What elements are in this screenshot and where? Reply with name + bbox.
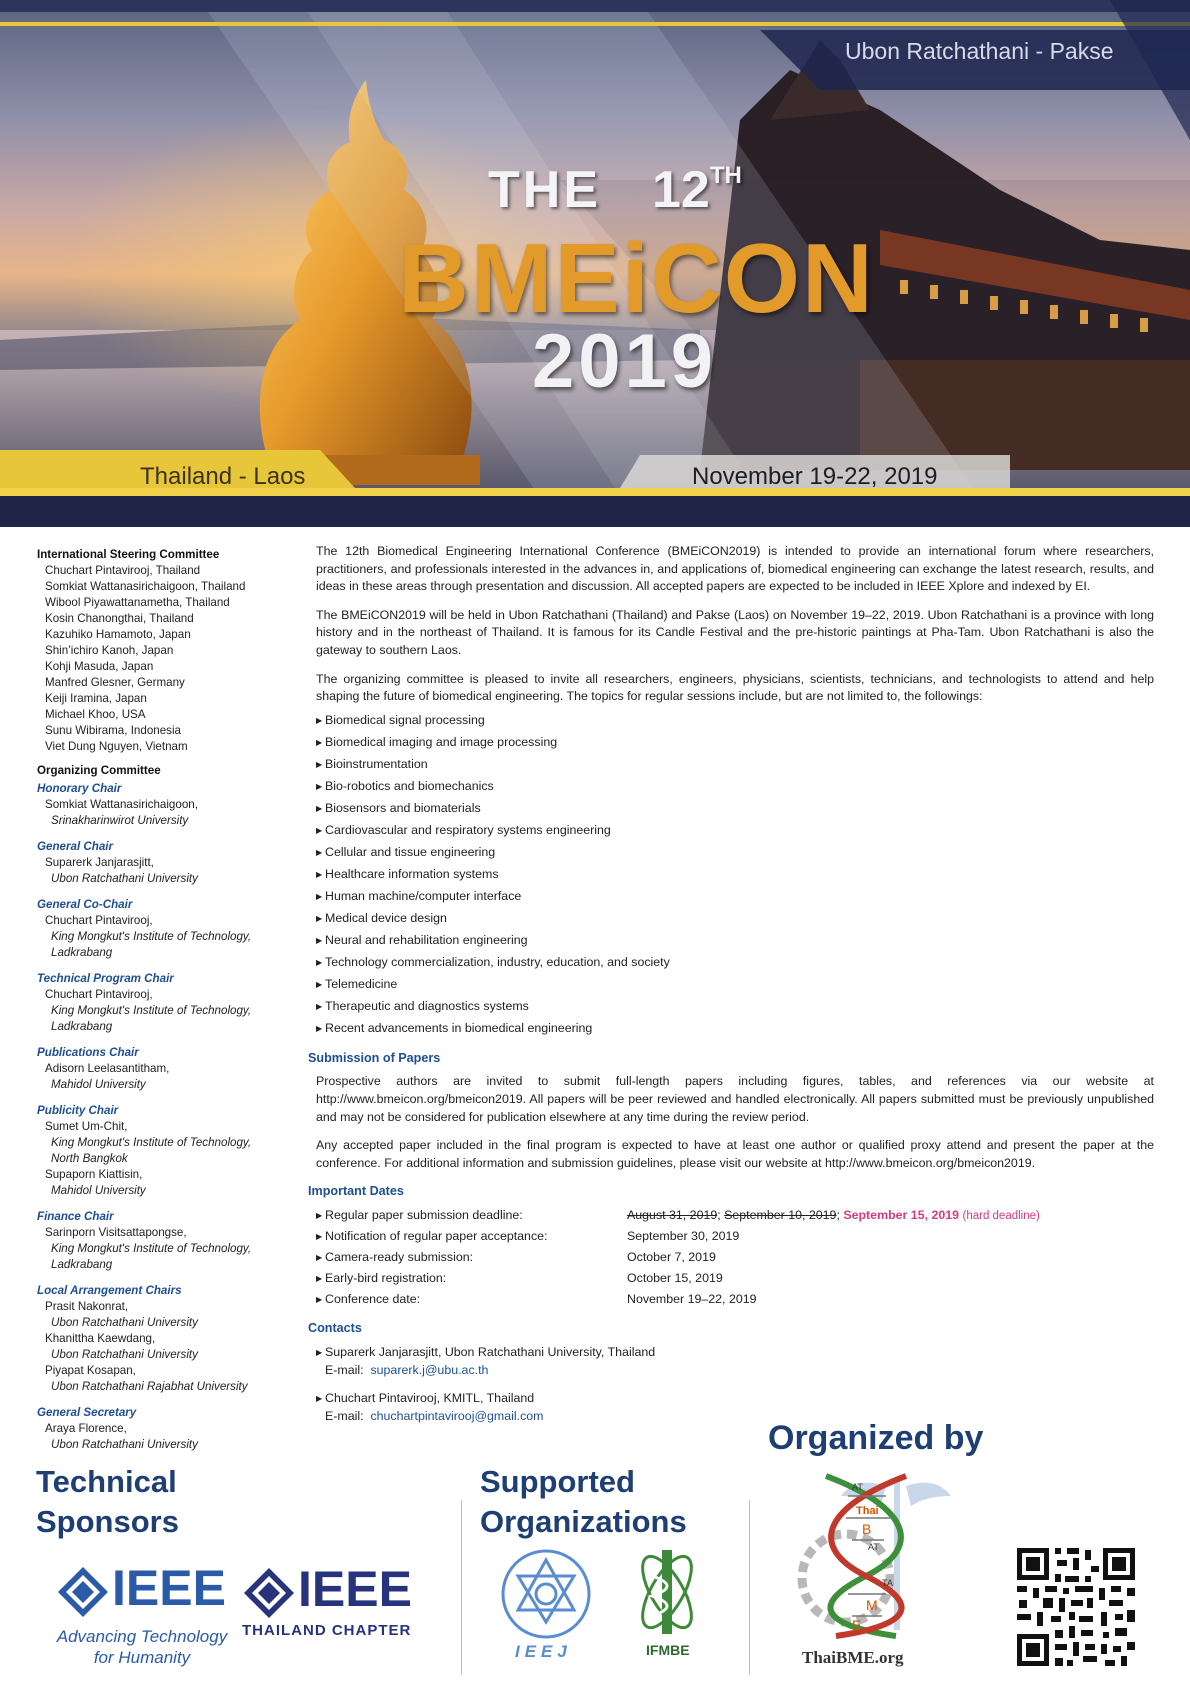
- ieee-tagline: Advancing Technology for Humanity: [56, 1627, 228, 1667]
- topic-item: ▶ Neural and rehabilitation engineering: [316, 930, 1154, 952]
- qr-code-icon[interactable]: [1015, 1546, 1137, 1668]
- role-person: Prasit Nakonrat,: [45, 1300, 129, 1313]
- topic-item: ▶ Bio-robotics and biomechanics: [316, 776, 1154, 798]
- bullet-triangle-icon: ▶: [316, 847, 323, 857]
- isc-member: Kohji Masuda, Japan: [45, 660, 154, 673]
- date-label: ▶ Regular paper submission deadline:: [316, 1207, 523, 1226]
- date-row: [316, 1228, 1154, 1249]
- role-affiliation: Srinakharinwirot University: [51, 814, 189, 827]
- submission-paragraph-2: Any accepted paper included in the final program is expected to have at least one author or qualified proxy attend and present the paper at the conference. For additional information and submission guidelines, please visit our website at http://www.bmeicon.org/bmeicon2019.: [316, 1138, 1154, 1170]
- bullet-triangle-icon: ▶: [316, 803, 323, 813]
- topic-item: ▶ Telemedicine: [316, 974, 1154, 996]
- important-dates-list: [316, 1207, 1154, 1312]
- role-title: Publicity Chair: [37, 1104, 119, 1117]
- date-value: October 15, 2019: [627, 1270, 723, 1285]
- date-row: [316, 1207, 1154, 1228]
- topic-item: ▶ Medical device design: [316, 908, 1154, 930]
- role-title: Finance Chair: [37, 1210, 114, 1223]
- thaibme-label: ThaiBME.org: [802, 1648, 904, 1667]
- bullet-triangle-icon: ▶: [316, 737, 323, 747]
- submission-heading: Submission of Papers: [308, 1050, 441, 1065]
- deadline-note: (hard deadline): [962, 1209, 1040, 1222]
- bullet-triangle-icon: ▶: [316, 1023, 323, 1033]
- date-value: September 30, 2019: [627, 1228, 740, 1243]
- ieej-logo-icon: [500, 1548, 592, 1640]
- role-affiliation: Ubon Ratchathani University: [51, 1438, 198, 1451]
- isc-member: Michael Khoo, USA: [45, 708, 146, 721]
- date-label: ▶ Conference date:: [316, 1291, 420, 1310]
- topic-item: ▶ Bioinstrumentation: [316, 754, 1154, 776]
- bullet-triangle-icon: ▶: [316, 781, 323, 791]
- organized-by-heading: Organized by: [768, 1419, 984, 1457]
- final-deadline: September 15, 2019: [843, 1207, 960, 1222]
- role-affiliation: Ladkrabang: [51, 1020, 113, 1033]
- ieee-diamond-icon: [242, 1566, 296, 1620]
- struck-date: September 10, 2019: [724, 1207, 837, 1222]
- role-person: Chuchart Pintavirooj,: [45, 988, 153, 1001]
- date-row: [316, 1249, 1154, 1270]
- bullet-triangle-icon: ▶: [316, 1210, 323, 1220]
- hero-location-top: Ubon Ratchathani - Pakse: [845, 38, 1114, 64]
- contact-email-link[interactable]: suparerk.j@ubu.ac.th: [370, 1363, 489, 1378]
- isc-member: Kazuhiko Hamamoto, Japan: [45, 628, 191, 641]
- role-affiliation: Ladkrabang: [51, 946, 113, 959]
- supported-organizations-heading: Supported Organizations: [480, 1464, 687, 1539]
- ifmbe-logo-icon: [622, 1546, 712, 1638]
- date-value: November 19–22, 2019: [627, 1291, 757, 1306]
- topic-item: ▶ Human machine/computer interface: [316, 886, 1154, 908]
- committee-column: [37, 547, 292, 1453]
- helix-label: TA: [882, 1578, 893, 1588]
- divider: [461, 1500, 462, 1675]
- topic-item: ▶ Cellular and tissue engineering: [316, 842, 1154, 864]
- isc-heading: International Steering Committee: [37, 548, 220, 561]
- helix-label: M: [866, 1597, 878, 1613]
- topic-item: ▶ Cardiovascular and respiratory systems engineering: [316, 820, 1154, 842]
- role-affiliation: King Mongkut's Institute of Technology,: [51, 1242, 252, 1255]
- role-person: Sumet Um-Chit,: [45, 1120, 128, 1133]
- topic-item: ▶ Recent advancements in biomedical engineering: [316, 1018, 1154, 1040]
- title-the: THE: [488, 161, 601, 219]
- bullet-triangle-icon: ▶: [316, 1347, 323, 1357]
- topic-item: ▶ Biomedical imaging and image processing: [316, 732, 1154, 754]
- topic-item: ▶ Biomedical signal processing: [316, 710, 1154, 732]
- isc-member: Sunu Wibirama, Indonesia: [45, 724, 181, 737]
- hero-banner: [0, 0, 1190, 527]
- isc-member: Keiji Iramina, Japan: [45, 692, 147, 705]
- role-affiliation: Ubon Ratchathani University: [51, 1316, 198, 1329]
- role-affiliation: King Mongkut's Institute of Technology,: [51, 1004, 252, 1017]
- isc-member: Somkiat Wattanasirichaigoon, Thailand: [45, 580, 246, 593]
- struck-date: August 31, 2019: [627, 1207, 718, 1222]
- ieej-label: IEEJ: [515, 1642, 572, 1661]
- bullet-triangle-icon: ▶: [316, 979, 323, 989]
- bullet-triangle-icon: ▶: [316, 759, 323, 769]
- bullet-triangle-icon: ▶: [316, 1252, 323, 1262]
- role-title: General Co-Chair: [37, 898, 133, 911]
- role-person: Somkiat Wattanasirichaigoon,: [45, 798, 198, 811]
- role-title: General Chair: [37, 840, 114, 853]
- isc-member: Wibool Piyawattanametha, Thailand: [45, 596, 230, 609]
- helix-label: Thai: [856, 1505, 879, 1517]
- ieee-diamond-icon: [56, 1565, 110, 1619]
- important-dates-heading: Important Dates: [308, 1184, 404, 1199]
- role-person: Chuchart Pintavirooj,: [45, 914, 153, 927]
- isc-member: Shin’ichiro Kanoh, Japan: [45, 644, 174, 657]
- oc-heading: Organizing Committee: [37, 764, 161, 777]
- topic-item: ▶ Therapeutic and diagnostics systems: [316, 996, 1154, 1018]
- bullet-triangle-icon: ▶: [316, 913, 323, 923]
- ieee-thailand-wordmark: IEEE: [298, 1561, 412, 1617]
- role-affiliation: Ubon Ratchathani Rajabhat University: [51, 1380, 248, 1393]
- technical-sponsors-heading: Technical Sponsors: [36, 1464, 179, 1539]
- bullet-triangle-icon: ▶: [316, 1294, 323, 1304]
- submission-paragraph: Prospective authors are invited to submit full-length papers including figures, tables, and references via our website at http://www.bmeicon.org/bmeicon2019. All papers will be peer reviewed and handled electronically. All papers submitted must be previously unpublished and may not be considered for publication elsewhere at any time during the review period.: [316, 1074, 1154, 1124]
- bullet-triangle-icon: ▶: [316, 715, 323, 725]
- role-title: Honorary Chair: [37, 782, 122, 795]
- date-row: [316, 1291, 1154, 1312]
- helix-label: AT: [868, 1542, 879, 1552]
- role-person: Adisorn Leelasantitham,: [45, 1062, 170, 1075]
- topics-list: [316, 710, 1154, 1040]
- role-affiliation: Mahidol University: [51, 1184, 146, 1197]
- ieee-wordmark: IEEE: [112, 1560, 226, 1616]
- venue-paragraph: The BMEiCON2019 will be held in Ubon Ratchathani (Thailand) and Pakse (Laos) on November 19–22, 2019. Ubon Ratchathani is a province with long history and in the northeast of Thailand. It is famous for its Candle Festival and the pre-historic paintings at Pha-Tam. Ubon Ratchathani is also the gateway to southern Laos.: [316, 607, 1154, 657]
- isc-member: Chuchart Pintavirooj, Thailand: [45, 564, 201, 577]
- helix-label: B: [862, 1521, 872, 1537]
- role-title: General Secretary: [37, 1406, 137, 1419]
- topic-item: ▶ Technology commercialization, industry, education, and society: [316, 952, 1154, 974]
- main-column: [307, 543, 1154, 1436]
- role-person: Araya Florence,: [45, 1422, 127, 1435]
- topic-item: ▶ Biosensors and biomaterials: [316, 798, 1154, 820]
- role-title: Publications Chair: [37, 1046, 139, 1059]
- date-value: October 7, 2019: [627, 1249, 716, 1264]
- date-label: ▶ Camera-ready submission:: [316, 1249, 473, 1268]
- hero-location-bottom: Thailand - Laos: [140, 463, 306, 490]
- thaibme-logo-icon: [786, 1466, 961, 1642]
- title-edition-suffix: TH: [709, 162, 742, 189]
- bullet-triangle-icon: ▶: [316, 1001, 323, 1011]
- intro-paragraph: The 12th Biomedical Engineering International Conference (BMEiCON2019) is intended to provide an international forum where researchers, practitioners, and professionals interested in the advances in, and applications of, biomedical engineering can exchange the latest research, results, and ideas in these areas through presentation and discussion. All accepted papers are expected to be included in IEEE Xplore and indexed by EI.: [316, 544, 1154, 594]
- helix-label: AT: [852, 1482, 863, 1492]
- bullet-triangle-icon: ▶: [316, 825, 323, 835]
- bullet-triangle-icon: ▶: [316, 891, 323, 901]
- role-person: Khanittha Kaewdang,: [45, 1332, 156, 1345]
- role-affiliation: Ubon Ratchathani University: [51, 872, 198, 885]
- helix-label: E: [852, 1617, 862, 1633]
- contact-entry: ▶ Chuchart Pintavirooj, KMITL, Thailand E-mail: chuchartpintavirooj@gmail.com: [316, 1390, 544, 1424]
- role-person: Piyapat Kosapan,: [45, 1364, 136, 1377]
- bullet-triangle-icon: ▶: [316, 957, 323, 967]
- role-person: Suparerk Janjarasjitt,: [45, 856, 154, 869]
- date-row: [316, 1270, 1154, 1291]
- role-affiliation: Ubon Ratchathani University: [51, 1348, 198, 1361]
- date-label: ▶ Notification of regular paper acceptance:: [316, 1228, 547, 1247]
- date-value-deadline: August 31, 2019; September 10, 2019; September 15, 2019 (hard deadline): [627, 1207, 1040, 1222]
- title-conference: BMEiCON: [398, 223, 875, 333]
- role-affiliation: King Mongkut's Institute of Technology,: [51, 1136, 252, 1149]
- date-label: ▶ Early-bird registration:: [316, 1270, 446, 1289]
- bullet-triangle-icon: ▶: [316, 1231, 323, 1241]
- title-year: 2019: [532, 319, 718, 404]
- role-person: Sarinporn Visitsattapongse,: [45, 1226, 187, 1239]
- bullet-triangle-icon: ▶: [316, 869, 323, 879]
- bullet-triangle-icon: ▶: [316, 1393, 323, 1403]
- contact-entry: ▶ Suparerk Janjarasjitt, Ubon Ratchathani University, Thailand E-mail: suparerk.j@ubu.ac.th: [316, 1344, 656, 1378]
- role-affiliation: Ladkrabang: [51, 1258, 113, 1271]
- bullet-triangle-icon: ▶: [316, 935, 323, 945]
- invite-paragraph: The organizing committee is pleased to invite all researchers, engineers, physicians, scientists, technicians, and technologists to attend and help shaping the future of biomedical engineering. The topics for regular sessions include, but are not limited to, the followings:: [316, 671, 1154, 704]
- topic-item: ▶ Healthcare information systems: [316, 864, 1154, 886]
- ifmbe-label: IFMBE: [646, 1642, 690, 1658]
- isc-list: [37, 563, 292, 755]
- isc-member: Viet Dung Nguyen, Vietnam: [45, 740, 188, 753]
- thailand-chapter-label: THAILAND CHAPTER: [242, 1622, 412, 1639]
- role-affiliation: North Bangkok: [51, 1152, 128, 1165]
- role-affiliation: King Mongkut's Institute of Technology,: [51, 930, 252, 943]
- isc-member: Kosin Chanongthai, Thailand: [45, 612, 194, 625]
- title-edition: 12TH: [652, 161, 742, 219]
- divider: [749, 1500, 750, 1675]
- role-person: Supaporn Kiattisin,: [45, 1168, 143, 1181]
- role-title: Local Arrangement Chairs: [37, 1284, 182, 1297]
- hero-dates: November 19-22, 2019: [692, 463, 938, 490]
- contacts-heading: Contacts: [308, 1320, 362, 1335]
- bullet-triangle-icon: ▶: [316, 1273, 323, 1283]
- isc-member: Manfred Glesner, Germany: [45, 676, 185, 689]
- role-affiliation: Mahidol University: [51, 1078, 146, 1091]
- contact-email-link[interactable]: chuchartpintavirooj@gmail.com: [370, 1409, 544, 1424]
- role-title: Technical Program Chair: [37, 972, 174, 985]
